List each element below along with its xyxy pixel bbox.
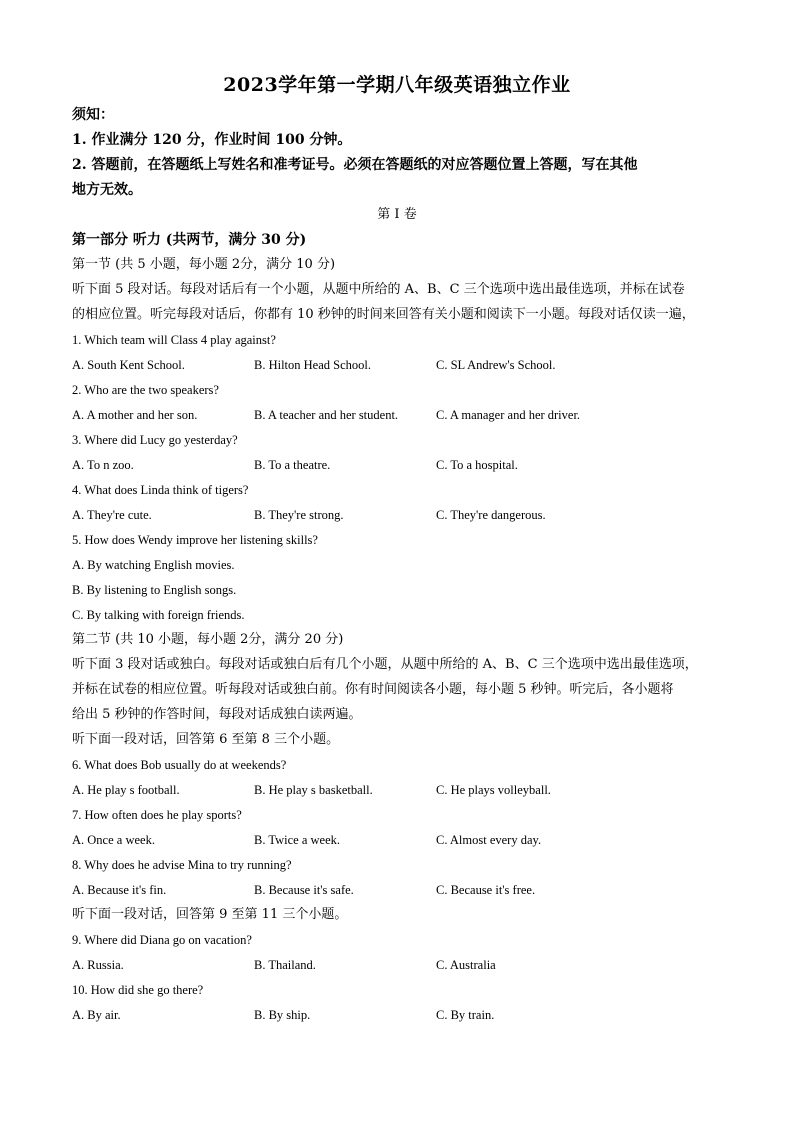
q7-option-b: B. Twice a week. xyxy=(254,833,341,847)
question-9: 9. Where did Diana go on vacation? xyxy=(72,933,252,947)
question-7: 7. How often does he play sports? xyxy=(72,808,242,822)
dialog-1-intro: 听下面一段对话，回答第 6 至第 8 三个小题。 xyxy=(72,732,340,747)
q1-option-b: B. Hilton Head School. xyxy=(254,358,372,372)
section-1-heading: 第一节 (共 5 小题，每小题 2分，满分 10 分) xyxy=(72,257,336,272)
question-8: 8. Why does he advise Mina to try running? xyxy=(72,858,292,872)
page-title: 2023学年第一学期八年级英语独立作业 xyxy=(223,74,571,96)
question-5: 5. How does Wendy improve her listening skills? xyxy=(72,533,318,547)
q4-option-a: A. They're cute. xyxy=(72,508,152,522)
q3-option-b: B. To a theatre. xyxy=(254,458,331,472)
q7-option-a: A. Once a week. xyxy=(72,833,155,847)
q3-option-a: A. To n zoo. xyxy=(72,458,134,472)
q6-option-c: C. He plays volleyball. xyxy=(436,783,551,797)
question-6: 6. What does Bob usually do at weekends? xyxy=(72,758,287,772)
q2-option-a: A. A mother and her son. xyxy=(72,408,198,422)
question-10: 10. How did she go there? xyxy=(72,983,204,997)
q9-option-a: A. Russia. xyxy=(72,958,124,972)
question-1: 1. Which team will Class 4 play against? xyxy=(72,333,276,347)
q2-option-c: C. A manager and her driver. xyxy=(436,408,581,422)
q3-option-c: C. To a hospital. xyxy=(436,458,518,472)
q1-option-a: A. South Kent School. xyxy=(72,358,185,372)
q8-option-b: B. Because it's safe. xyxy=(254,883,354,897)
q7-option-c: C. Almost every day. xyxy=(436,833,542,847)
question-2: 2. Who are the two speakers? xyxy=(72,383,219,397)
section-1-instructions-cont: 的相应位置。听完每段对话后，你都有 10 秒钟的时间来回答有关小题和阅读下一小题。每段对话仅读一遍， xyxy=(72,307,695,322)
notice-item-2-cont: 地方无效。 xyxy=(72,182,142,198)
q6-option-a: A. He play s football. xyxy=(72,783,180,797)
section-1-instructions: 听下面 5 段对话。每段对话后有一个小题，从题中所给的 A、B、C 三个选项中选出最佳选项，并标在试卷 xyxy=(72,282,685,297)
q9-option-b: B. Thailand. xyxy=(254,958,316,972)
q8-option-a: A. Because it's fin. xyxy=(72,883,167,897)
q10-option-b: B. By ship. xyxy=(254,1008,311,1022)
notice-item-2: 2. 答题前，在答题纸上写姓名和准考证号。必须在答题纸的对应答题位置上答题，写在其他 xyxy=(72,157,638,173)
part-1-heading: 第一部分 听力 (共两节，满分 30 分) xyxy=(72,232,307,248)
section-2-instructions-end: 给出 5 秒钟的作答时间，每段对话成独白读两遍。 xyxy=(72,707,362,722)
q6-option-b: B. He play s basketball. xyxy=(254,783,373,797)
section-2-instructions: 听下面 3 段对话或独白。每段对话或独白后有几个小题，从题中所给的 A、B、C 三个选项中选出最佳选项， xyxy=(72,657,698,672)
q10-option-a: A. By air. xyxy=(72,1008,121,1022)
q1-option-c: C. SL Andrew's School. xyxy=(436,358,556,372)
q5-option-a: A. By watching English movies. xyxy=(72,558,235,572)
section-2-heading: 第二节 (共 10 小题，每小题 2分，满分 20 分) xyxy=(72,632,344,647)
volume-label: 第 I 卷 xyxy=(377,207,417,222)
question-4: 4. What does Linda think of tigers? xyxy=(72,483,249,497)
section-2-instructions-cont: 并标在试卷的相应位置。听每段对话或独白前。你有时间阅读各小题，每小题 5 秒钟。听完后，各小题将 xyxy=(72,682,674,697)
q9-option-c: C. Australia xyxy=(436,958,496,972)
question-3: 3. Where did Lucy go yesterday? xyxy=(72,433,238,447)
q4-option-c: C. They're dangerous. xyxy=(436,508,546,522)
q5-option-c: C. By talking with foreign friends. xyxy=(72,608,245,622)
q8-option-c: C. Because it's free. xyxy=(436,883,536,897)
notice-item-1: 1. 作业满分 120 分，作业时间 100 分钟。 xyxy=(72,132,352,148)
q2-option-b: B. A teacher and her student. xyxy=(254,408,399,422)
notice-heading: 须知： xyxy=(72,107,114,123)
q5-option-b: B. By listening to English songs. xyxy=(72,583,237,597)
q4-option-b: B. They're strong. xyxy=(254,508,344,522)
q10-option-c: C. By train. xyxy=(436,1008,495,1022)
dialog-2-intro: 听下面一段对话，回答第 9 至第 11 三个小题。 xyxy=(72,907,348,922)
